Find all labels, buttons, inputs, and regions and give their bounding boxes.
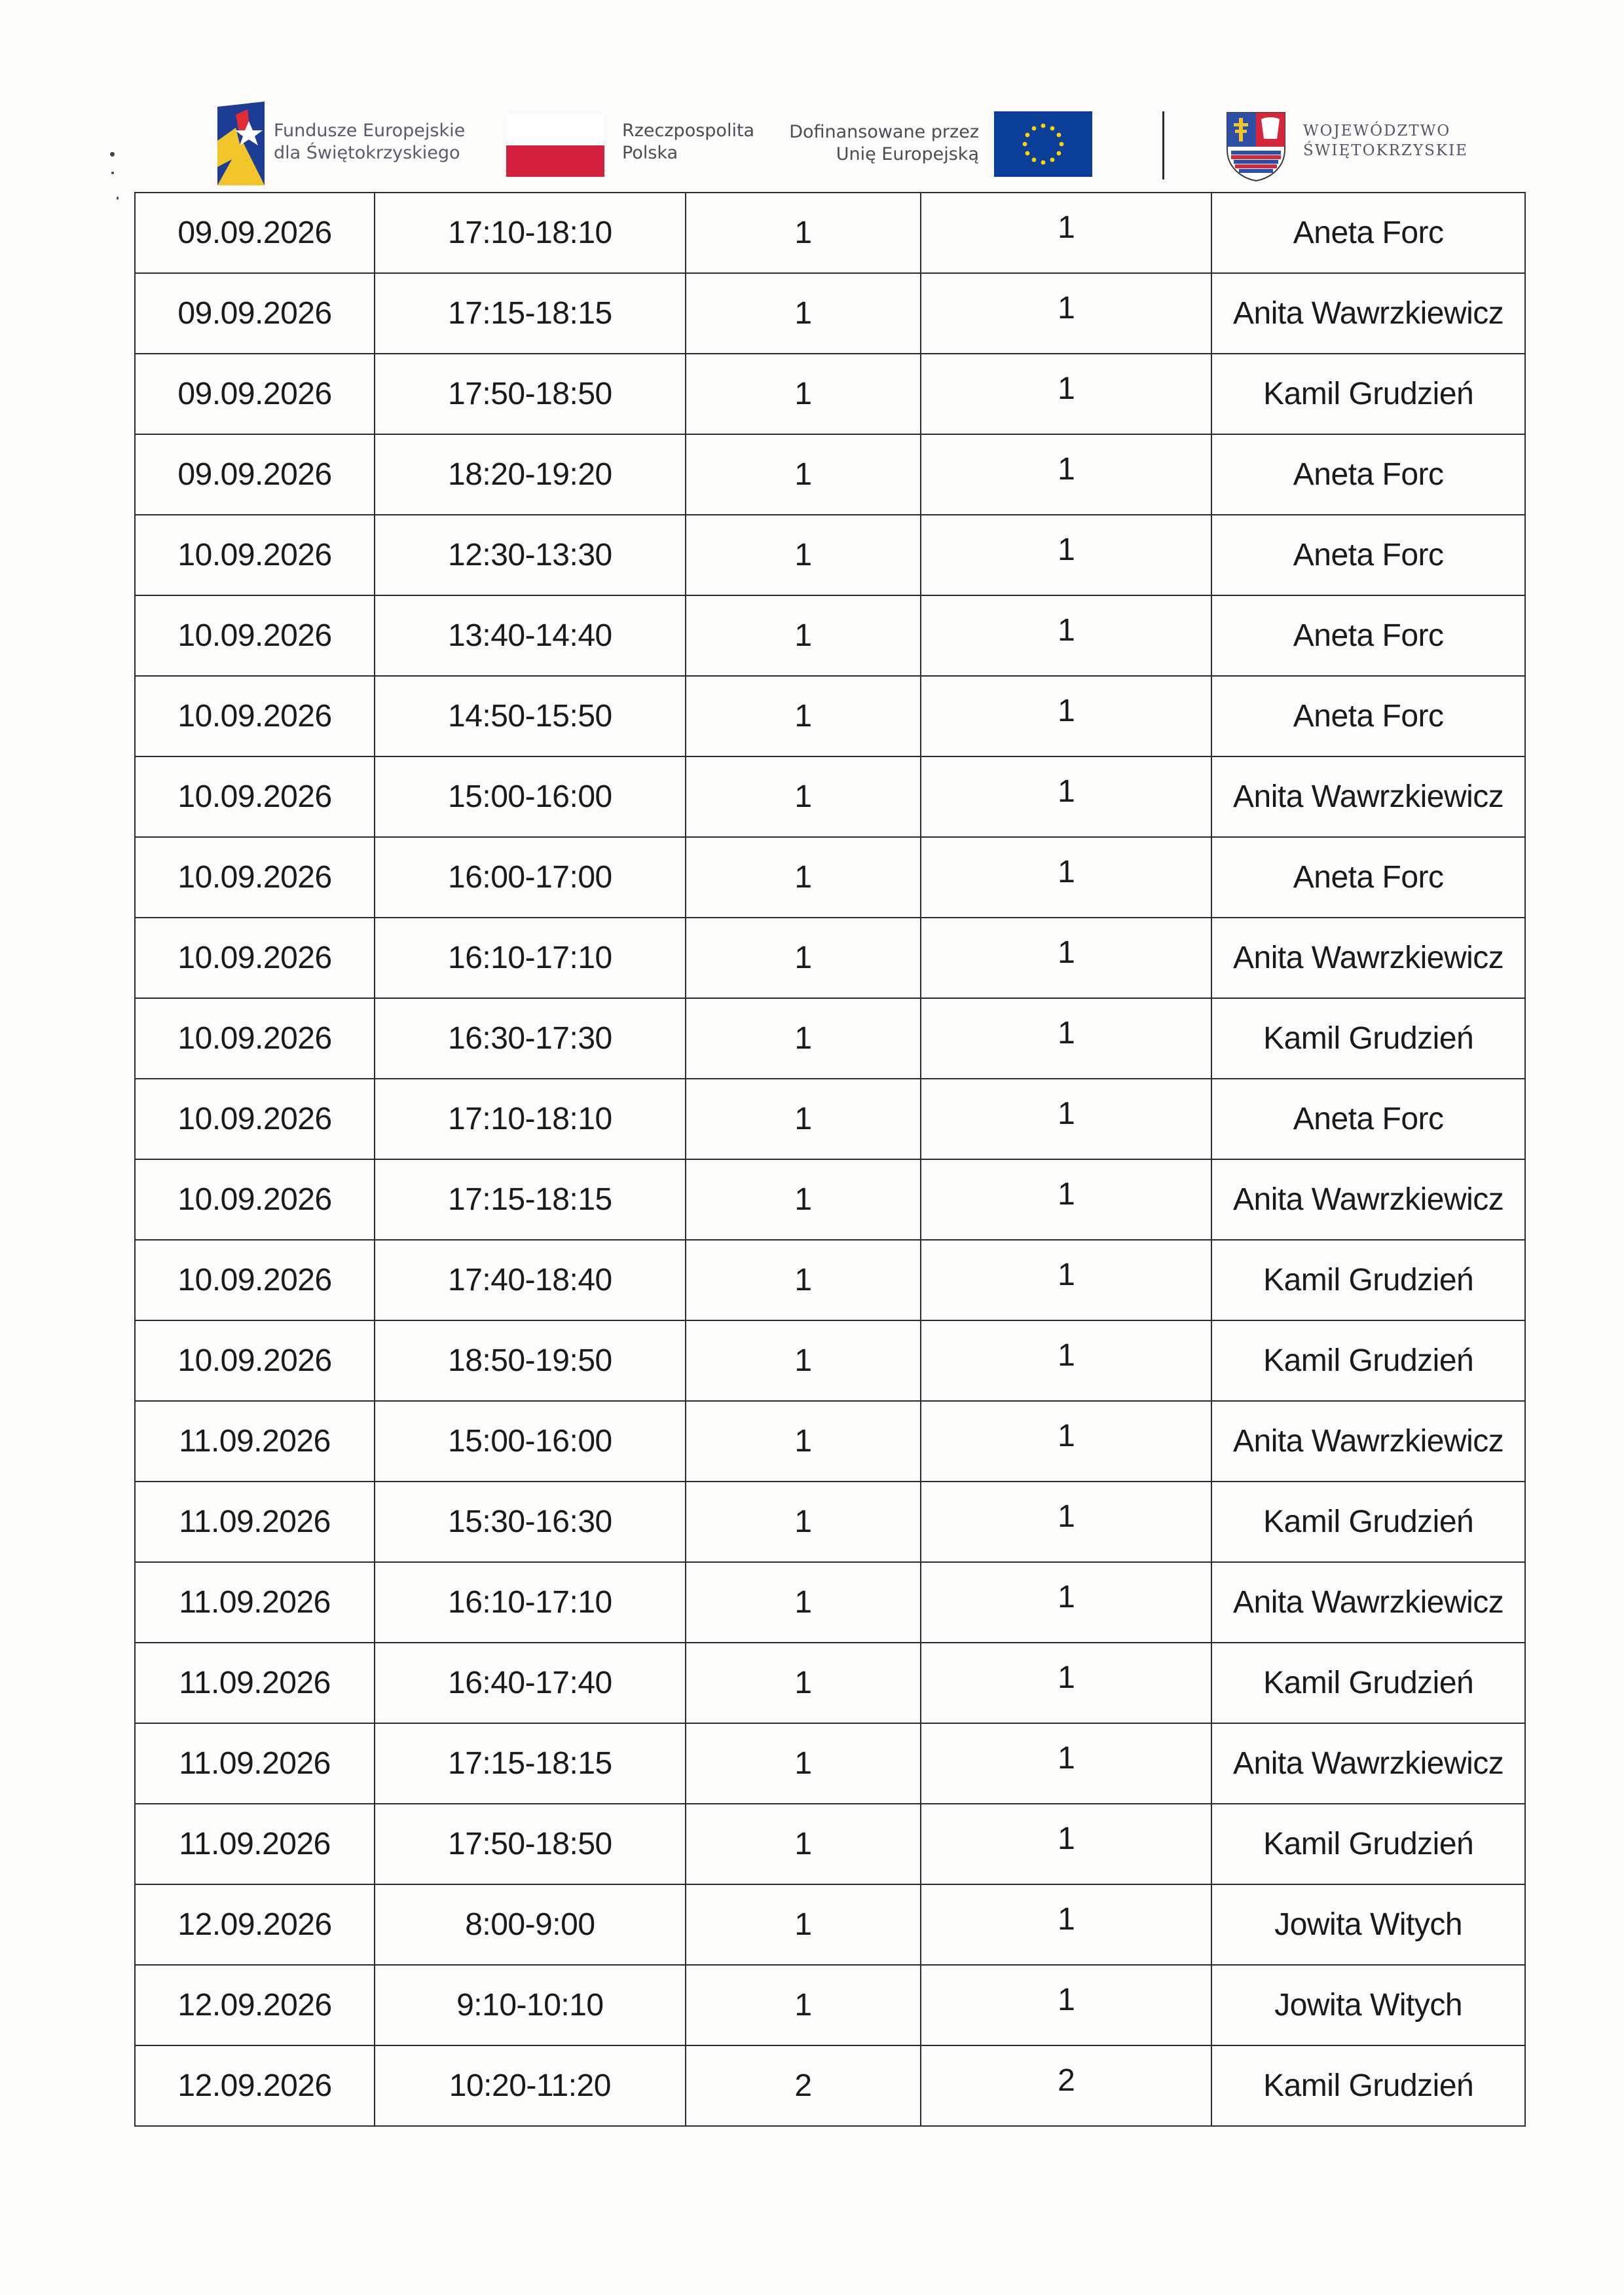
date-cell: 11.09.2026 — [135, 1723, 375, 1804]
date-cell: 12.09.2026 — [135, 1965, 375, 2045]
coat-of-arms-icon — [1225, 110, 1287, 182]
date-cell: 11.09.2026 — [135, 1482, 375, 1562]
count-cell-2 — [921, 1562, 1211, 1643]
date-cell: 10.09.2026 — [135, 837, 375, 918]
count-value: 1 — [1058, 1177, 1075, 1212]
scan-speck — [117, 196, 119, 200]
count-cell: 1 — [686, 1401, 921, 1482]
time-cell: 18:50-19:50 — [375, 1320, 686, 1401]
wojewodztwo-text — [1303, 121, 1468, 160]
count-cell-2 — [921, 193, 1211, 273]
name-cell: Kamil Grudzień — [1211, 1240, 1525, 1320]
time-cell: 16:10-17:10 — [375, 1562, 686, 1643]
count-cell: 1 — [686, 193, 921, 273]
date-cell: 11.09.2026 — [135, 1643, 375, 1723]
count-cell: 1 — [686, 1159, 921, 1240]
count-value: 1 — [1058, 1983, 1075, 2017]
count-cell-2 — [921, 1079, 1211, 1159]
name-cell: Jowita Witych — [1211, 1884, 1525, 1965]
time-cell: 17:10-18:10 — [375, 1079, 686, 1159]
ue-line1: Dofinansowane przez — [789, 122, 979, 142]
scan-speck — [110, 152, 115, 157]
name-cell: Aneta Forc — [1211, 434, 1525, 515]
count-cell: 1 — [686, 515, 921, 595]
time-cell: 17:15-18:15 — [375, 1723, 686, 1804]
table-row — [135, 1643, 1525, 1723]
count-cell-2 — [921, 837, 1211, 918]
count-cell: 1 — [686, 1643, 921, 1723]
name-cell: Kamil Grudzień — [1211, 2045, 1525, 2126]
table-row — [135, 1079, 1525, 1159]
date-cell: 10.09.2026 — [135, 676, 375, 756]
count-cell: 1 — [686, 1079, 921, 1159]
name-cell: Anita Wawrzkiewicz — [1211, 1159, 1525, 1240]
time-cell: 17:50-18:50 — [375, 1804, 686, 1884]
count-cell-2 — [921, 354, 1211, 434]
count-cell-2 — [921, 1804, 1211, 1884]
count-cell-2 — [921, 1240, 1211, 1320]
time-cell: 16:30-17:30 — [375, 998, 686, 1079]
time-cell: 18:20-19:20 — [375, 434, 686, 515]
date-cell: 10.09.2026 — [135, 1320, 375, 1401]
time-cell: 17:15-18:15 — [375, 273, 686, 354]
logo-divider — [1162, 111, 1164, 179]
count-cell: 1 — [686, 998, 921, 1079]
table-row — [135, 1482, 1525, 1562]
count-cell: 1 — [686, 1562, 921, 1643]
count-cell: 1 — [686, 595, 921, 676]
table-row — [135, 193, 1525, 273]
time-cell: 17:40-18:40 — [375, 1240, 686, 1320]
time-cell: 8:00-9:00 — [375, 1884, 686, 1965]
date-cell: 11.09.2026 — [135, 1401, 375, 1482]
schedule-body — [135, 193, 1525, 2126]
count-value: 1 — [1058, 210, 1075, 245]
count-value: 1 — [1058, 774, 1075, 809]
date-cell: 12.09.2026 — [135, 2045, 375, 2126]
count-value: 1 — [1058, 1016, 1075, 1051]
table-row — [135, 918, 1525, 998]
name-cell: Aneta Forc — [1211, 837, 1525, 918]
fe-line2: dla Świętokrzyskiego — [274, 143, 460, 163]
table-row — [135, 1804, 1525, 1884]
time-cell: 15:00-16:00 — [375, 756, 686, 837]
name-cell: Kamil Grudzień — [1211, 1804, 1525, 1884]
count-cell: 2 — [686, 2045, 921, 2126]
date-cell: 09.09.2026 — [135, 434, 375, 515]
name-cell: Jowita Witych — [1211, 1965, 1525, 2045]
count-cell-2 — [921, 1884, 1211, 1965]
count-value: 1 — [1058, 532, 1075, 567]
time-cell: 15:30-16:30 — [375, 1482, 686, 1562]
time-cell: 16:40-17:40 — [375, 1643, 686, 1723]
date-cell: 10.09.2026 — [135, 1159, 375, 1240]
date-cell: 10.09.2026 — [135, 515, 375, 595]
rzeczpospolita-text — [622, 120, 754, 164]
date-cell: 10.09.2026 — [135, 756, 375, 837]
date-cell: 12.09.2026 — [135, 1884, 375, 1965]
logo-strip — [0, 0, 1624, 190]
count-value: 1 — [1058, 694, 1075, 728]
unia-text — [760, 121, 979, 166]
polish-flag-red-icon — [506, 145, 604, 177]
name-cell: Kamil Grudzień — [1211, 1643, 1525, 1723]
rp-line1: Rzeczpospolita — [622, 121, 755, 141]
table-row — [135, 756, 1525, 837]
date-cell: 09.09.2026 — [135, 193, 375, 273]
count-cell: 1 — [686, 273, 921, 354]
count-cell: 1 — [686, 354, 921, 434]
name-cell: Anita Wawrzkiewicz — [1211, 1562, 1525, 1643]
name-cell: Kamil Grudzień — [1211, 998, 1525, 1079]
eu-flag-icon — [994, 111, 1092, 177]
count-value: 1 — [1058, 935, 1075, 970]
name-cell: Aneta Forc — [1211, 1079, 1525, 1159]
count-cell-2 — [921, 1965, 1211, 2045]
count-value: 1 — [1058, 1258, 1075, 1292]
date-cell: 10.09.2026 — [135, 918, 375, 998]
name-cell: Aneta Forc — [1211, 595, 1525, 676]
name-cell: Kamil Grudzień — [1211, 354, 1525, 434]
name-cell: Anita Wawrzkiewicz — [1211, 1723, 1525, 1804]
table-row — [135, 837, 1525, 918]
schedule-table — [134, 192, 1526, 2127]
time-cell: 14:50-15:50 — [375, 676, 686, 756]
count-cell: 1 — [686, 1240, 921, 1320]
count-cell-2 — [921, 1643, 1211, 1723]
time-cell: 16:10-17:10 — [375, 918, 686, 998]
table-row — [135, 354, 1525, 434]
count-value: 1 — [1058, 855, 1075, 889]
count-cell: 1 — [686, 756, 921, 837]
count-value: 1 — [1058, 1580, 1075, 1614]
count-cell-2 — [921, 1320, 1211, 1401]
name-cell: Anita Wawrzkiewicz — [1211, 918, 1525, 998]
name-cell: Kamil Grudzień — [1211, 1482, 1525, 1562]
table-row — [135, 1965, 1525, 2045]
count-cell-2 — [921, 595, 1211, 676]
time-cell: 17:15-18:15 — [375, 1159, 686, 1240]
table-row — [135, 1240, 1525, 1320]
table-row — [135, 1320, 1525, 1401]
name-cell: Aneta Forc — [1211, 676, 1525, 756]
count-value: 1 — [1058, 1499, 1075, 1534]
table-row — [135, 1562, 1525, 1643]
count-cell: 1 — [686, 1482, 921, 1562]
time-cell: 9:10-10:10 — [375, 1965, 686, 2045]
count-cell-2 — [921, 1723, 1211, 1804]
date-cell: 10.09.2026 — [135, 595, 375, 676]
count-value: 1 — [1058, 613, 1075, 648]
time-cell: 10:20-11:20 — [375, 2045, 686, 2126]
count-cell-2 — [921, 1482, 1211, 1562]
name-cell: Kamil Grudzień — [1211, 1320, 1525, 1401]
count-value: 1 — [1058, 1338, 1075, 1373]
table-row — [135, 1723, 1525, 1804]
count-cell: 1 — [686, 837, 921, 918]
polish-flag-white-icon — [506, 114, 604, 145]
table-row — [135, 998, 1525, 1079]
count-cell-2 — [921, 756, 1211, 837]
woj-line1: WOJEWÓDZTWO — [1303, 122, 1451, 140]
time-cell: 12:30-13:30 — [375, 515, 686, 595]
count-value: 2 — [1058, 2063, 1075, 2098]
count-cell: 1 — [686, 1965, 921, 2045]
fe-line1: Fundusze Europejskie — [274, 121, 466, 141]
date-cell: 11.09.2026 — [135, 1804, 375, 1884]
count-value: 1 — [1058, 1821, 1075, 1856]
date-cell: 09.09.2026 — [135, 354, 375, 434]
fundusze-europejskie-logo-icon — [216, 102, 266, 185]
count-cell-2 — [921, 515, 1211, 595]
count-value: 1 — [1058, 291, 1075, 326]
count-cell: 1 — [686, 1884, 921, 1965]
count-cell-2 — [921, 998, 1211, 1079]
date-cell: 10.09.2026 — [135, 998, 375, 1079]
date-cell: 10.09.2026 — [135, 1079, 375, 1159]
count-cell-2 — [921, 2045, 1211, 2126]
table-row — [135, 1884, 1525, 1965]
count-cell: 1 — [686, 918, 921, 998]
name-cell: Anita Wawrzkiewicz — [1211, 756, 1525, 837]
count-cell-2 — [921, 273, 1211, 354]
table-row — [135, 273, 1525, 354]
table-row — [135, 595, 1525, 676]
time-cell: 17:50-18:50 — [375, 354, 686, 434]
name-cell: Anita Wawrzkiewicz — [1211, 273, 1525, 354]
name-cell: Anita Wawrzkiewicz — [1211, 1401, 1525, 1482]
scan-speck — [111, 172, 114, 174]
table-row — [135, 434, 1525, 515]
name-cell: Aneta Forc — [1211, 193, 1525, 273]
table-row — [135, 1401, 1525, 1482]
time-cell: 13:40-14:40 — [375, 595, 686, 676]
date-cell: 10.09.2026 — [135, 1240, 375, 1320]
count-cell-2 — [921, 1159, 1211, 1240]
count-value: 1 — [1058, 1902, 1075, 1937]
date-cell: 11.09.2026 — [135, 1562, 375, 1643]
count-value: 1 — [1058, 1419, 1075, 1453]
count-cell: 1 — [686, 434, 921, 515]
count-cell-2 — [921, 676, 1211, 756]
count-cell: 1 — [686, 1804, 921, 1884]
table-row — [135, 676, 1525, 756]
count-cell: 1 — [686, 676, 921, 756]
count-cell-2 — [921, 918, 1211, 998]
time-cell: 17:10-18:10 — [375, 193, 686, 273]
table-row — [135, 515, 1525, 595]
woj-line2: ŚWIĘTOKRZYSKIE — [1303, 142, 1468, 159]
count-cell-2 — [921, 434, 1211, 515]
count-cell: 1 — [686, 1320, 921, 1401]
time-cell: 15:00-16:00 — [375, 1401, 686, 1482]
table-row — [135, 1159, 1525, 1240]
time-cell: 16:00-17:00 — [375, 837, 686, 918]
name-cell: Aneta Forc — [1211, 515, 1525, 595]
eu-stars-icon — [994, 111, 1092, 177]
count-value: 1 — [1058, 1096, 1075, 1131]
count-cell: 1 — [686, 1723, 921, 1804]
count-value: 1 — [1058, 452, 1075, 487]
count-value: 1 — [1058, 1741, 1075, 1776]
fundusze-europejskie-text — [274, 120, 465, 164]
date-cell: 09.09.2026 — [135, 273, 375, 354]
count-cell-2 — [921, 1401, 1211, 1482]
rp-line2: Polska — [622, 143, 678, 163]
count-value: 1 — [1058, 371, 1075, 406]
ue-line2: Unię Europejską — [836, 144, 979, 164]
table-row — [135, 2045, 1525, 2126]
count-value: 1 — [1058, 1660, 1075, 1695]
